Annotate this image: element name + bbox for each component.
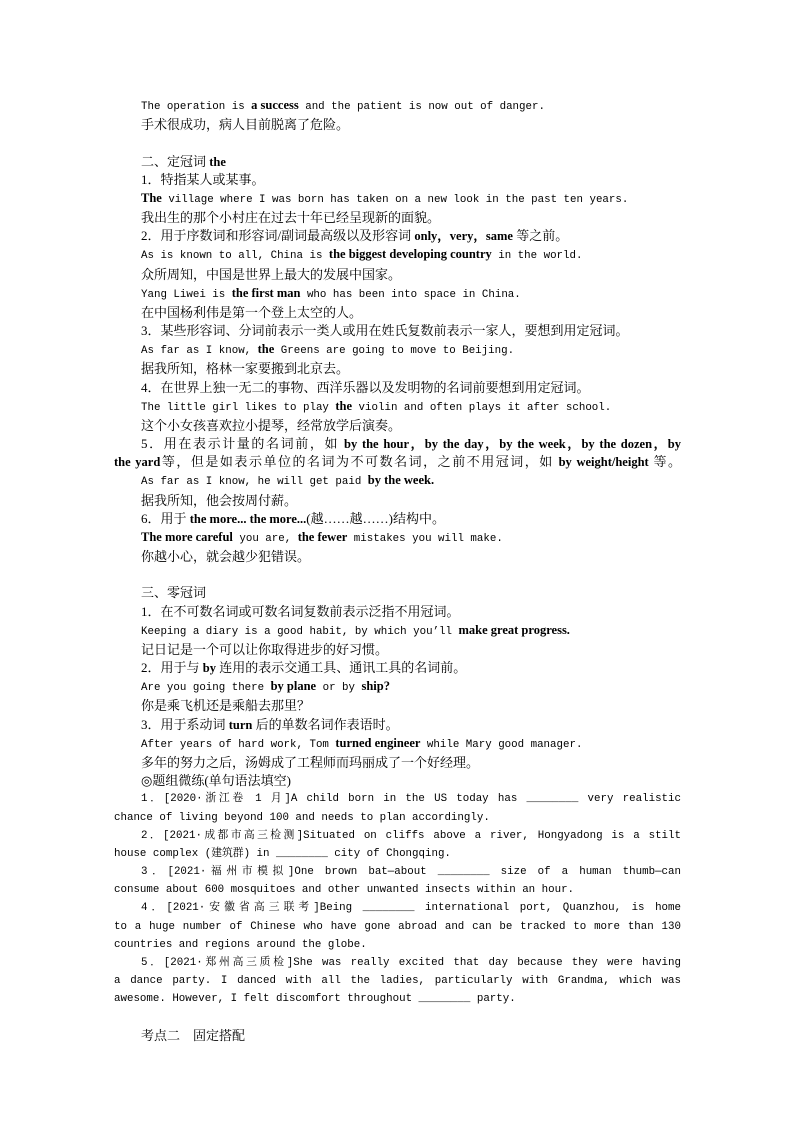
practice-question-continued: countries and regions around the globe. — [114, 938, 367, 951]
text-run: 2．用于序数词和形容词/副词最高级以及形容词 — [141, 228, 415, 244]
bold-phrase: the fewer — [297, 529, 348, 544]
rule-title — [114, 510, 681, 528]
bold-phrase: the — [335, 398, 353, 413]
practice-question-continued: awesome. However, I felt discomfort throughout ________ party. — [114, 993, 516, 1006]
text-run: (越……越……)结构中。 — [306, 510, 445, 526]
bold-phrase: the — [209, 154, 226, 169]
example-sentence-en — [114, 471, 681, 491]
example-sentence-en — [114, 340, 681, 360]
rule-title-continued — [114, 453, 681, 471]
practice-question: 4．[2021·安徽省高三联考]Being ________ international port, Quanzhou, is home — [141, 902, 681, 915]
example-translation-zh: 在中国杨利伟是第一个登上太空的人。 — [141, 304, 363, 320]
example-translation-zh: 手术很成功，病人目前脱离了危险。 — [141, 117, 350, 133]
rule-title — [114, 716, 681, 734]
text-run: Greens are going to move to Beijing. — [274, 345, 515, 358]
example-sentence-en — [114, 284, 681, 304]
text-run: and the patient is now out of danger. — [298, 101, 545, 113]
text-run: 连用的表示交通工具、通讯工具的名词前。 — [215, 660, 467, 676]
rule-title — [114, 227, 681, 245]
text-run: mistakes you will make. — [347, 532, 503, 545]
text-run: 后的单数名词作表语时。 — [252, 716, 399, 732]
example-sentence-en — [114, 677, 681, 697]
next-section-heading: 考点二 固定搭配 — [141, 1027, 246, 1043]
practice-question-continued: house complex (建筑群) in ________ city of Chongqing. — [114, 847, 451, 860]
text-run: while Mary good manager. — [420, 738, 583, 751]
practice-question: 2．[2021·成都市高三检测]Situated on cliffs above a river, Hongyadong is a stilt — [141, 829, 681, 842]
bold-phrase: the first man — [231, 285, 301, 300]
text-run: As far as I know, — [141, 345, 258, 358]
text-run: 3．用于系动词 — [141, 716, 229, 732]
example-translation-zh: 记日记是一个可以让你取得进步的好习惯。 — [141, 641, 389, 657]
bold-phrase: make great progress. — [458, 622, 570, 637]
example-sentence-en — [114, 96, 681, 116]
bold-phrase: by the hour，by the day，by the week，by the dozen，by — [344, 437, 681, 452]
practice-question-continued: chance of living beyond 100 and needs to plan accordingly. — [114, 811, 490, 824]
bold-phrase: The more careful — [141, 529, 233, 544]
text-run: Yang Liwei is — [141, 288, 232, 301]
text-run: Keeping a diary is a good habit, by which you’ll — [141, 625, 459, 638]
text-run: The operation is — [141, 101, 252, 113]
example-sentence-en — [114, 245, 681, 265]
practice-question: 5．[2021·郑州高三质检]She was really excited that day because they were having — [141, 956, 681, 969]
bold-phrase: the more... the more... — [189, 511, 307, 526]
bold-phrase: the biggest developing country — [328, 247, 492, 262]
bold-phrase: the — [257, 342, 275, 357]
text-run: in the world. — [491, 250, 583, 263]
text-run: who has been into space in China. — [300, 288, 521, 301]
bold-phrase: only，very，same — [414, 229, 513, 244]
text-run: 二、定冠词 — [141, 153, 210, 169]
rule-title: 1．在不可数名词或可数名词复数前表示泛指不用冠词。 — [141, 603, 460, 619]
example-translation-zh: 我出生的那个小村庄在过去十年已经呈现新的面貌。 — [141, 210, 441, 226]
example-translation-zh: 据我所知，他会按周付薪。 — [141, 492, 298, 508]
practice-question: 3．[2021·福州市模拟]One brown bat—about ________ size of a human thumb—can — [141, 866, 681, 879]
practice-question-continued: consume about 600 mosquitoes and other unwanted insects within an hour. — [114, 884, 575, 897]
text-run: 等。 — [648, 454, 681, 470]
example-sentence-en — [114, 397, 681, 417]
blank-line — [0, 134, 794, 152]
text-run: 等，但是如表示单位的名词为不可数名词，之前不用冠词，如 — [160, 454, 559, 470]
practice-title: ◎题组微练(单句语法填空) — [141, 773, 292, 789]
rule-title: 1．特指某人或某事。 — [141, 171, 265, 187]
bold-phrase: the yard — [114, 455, 161, 470]
example-translation-zh: 众所周知，中国是世界上最大的发展中国家。 — [141, 266, 402, 282]
bold-phrase: ship? — [361, 679, 390, 694]
text-run: As is known to all, China is — [141, 250, 329, 263]
bold-phrase: by plane — [270, 679, 317, 694]
text-run: 2．用于与 — [141, 660, 203, 676]
example-translation-zh: 据我所知，格林一家要搬到北京去。 — [141, 361, 350, 377]
text-run: 5．用在表示计量的名词前，如 — [141, 436, 344, 452]
bold-phrase: a success — [251, 98, 299, 112]
bold-phrase: by the week. — [367, 473, 435, 488]
text-run: As far as I know, he will get paid — [141, 476, 368, 489]
bold-phrase: by weight/height — [558, 455, 649, 470]
bold-phrase: turned engineer — [335, 735, 421, 750]
blank-line — [0, 566, 794, 584]
text-run: 等之前。 — [512, 228, 569, 244]
text-run: After years of hard work, Tom — [141, 738, 336, 751]
example-sentence-en — [114, 621, 681, 641]
rule-title — [114, 435, 681, 453]
bold-phrase: The — [141, 190, 162, 205]
rule-title: 4．在世界上独一无二的事物、西洋乐器以及发明物的名词前要想到用定冠词。 — [141, 379, 590, 395]
text-run: you are, — [232, 532, 298, 545]
section-heading — [114, 153, 681, 171]
practice-question-continued: a dance party. I danced with all the ladies, particularly with Grandma, which was — [114, 975, 681, 988]
text-run: village where I was born has taken on a new look in the past ten years. — [161, 193, 629, 206]
text-run: or by — [316, 682, 362, 695]
example-sentence-en — [114, 189, 681, 209]
bold-phrase: by — [202, 661, 216, 676]
bold-phrase: turn — [228, 717, 253, 732]
practice-question-continued: to a huge number of Chinese who have gone abroad and can be tracked to more than 130 — [114, 920, 681, 933]
rule-title — [114, 659, 681, 677]
example-translation-zh: 你是乘飞机还是乘船去那里？ — [141, 698, 311, 714]
example-translation-zh: 你越小心，就会越少犯错误。 — [141, 549, 311, 565]
example-translation-zh: 这个小女孩喜欢拉小提琴，经常放学后演奏。 — [141, 417, 402, 433]
text-run: 6．用于 — [141, 510, 190, 526]
rule-title: 3．某些形容词、分词前表示一类人或用在姓氏复数前表示一家人，要想到用定冠词。 — [141, 323, 629, 339]
text-run: The little girl likes to play — [141, 401, 336, 414]
text-run: violin and often plays it after school. — [352, 401, 612, 414]
text-run: Are you going there — [141, 682, 271, 695]
practice-question: 1．[2020·浙江卷 1 月]A child born in the US today has ________ very realistic — [141, 793, 681, 806]
section-heading: 三、零冠词 — [141, 585, 207, 601]
example-sentence-en — [114, 528, 681, 548]
example-translation-zh: 多年的努力之后，汤姆成了工程师而玛丽成了一个好经理。 — [141, 754, 480, 770]
example-sentence-en — [114, 734, 681, 754]
blank-line — [0, 1008, 794, 1026]
